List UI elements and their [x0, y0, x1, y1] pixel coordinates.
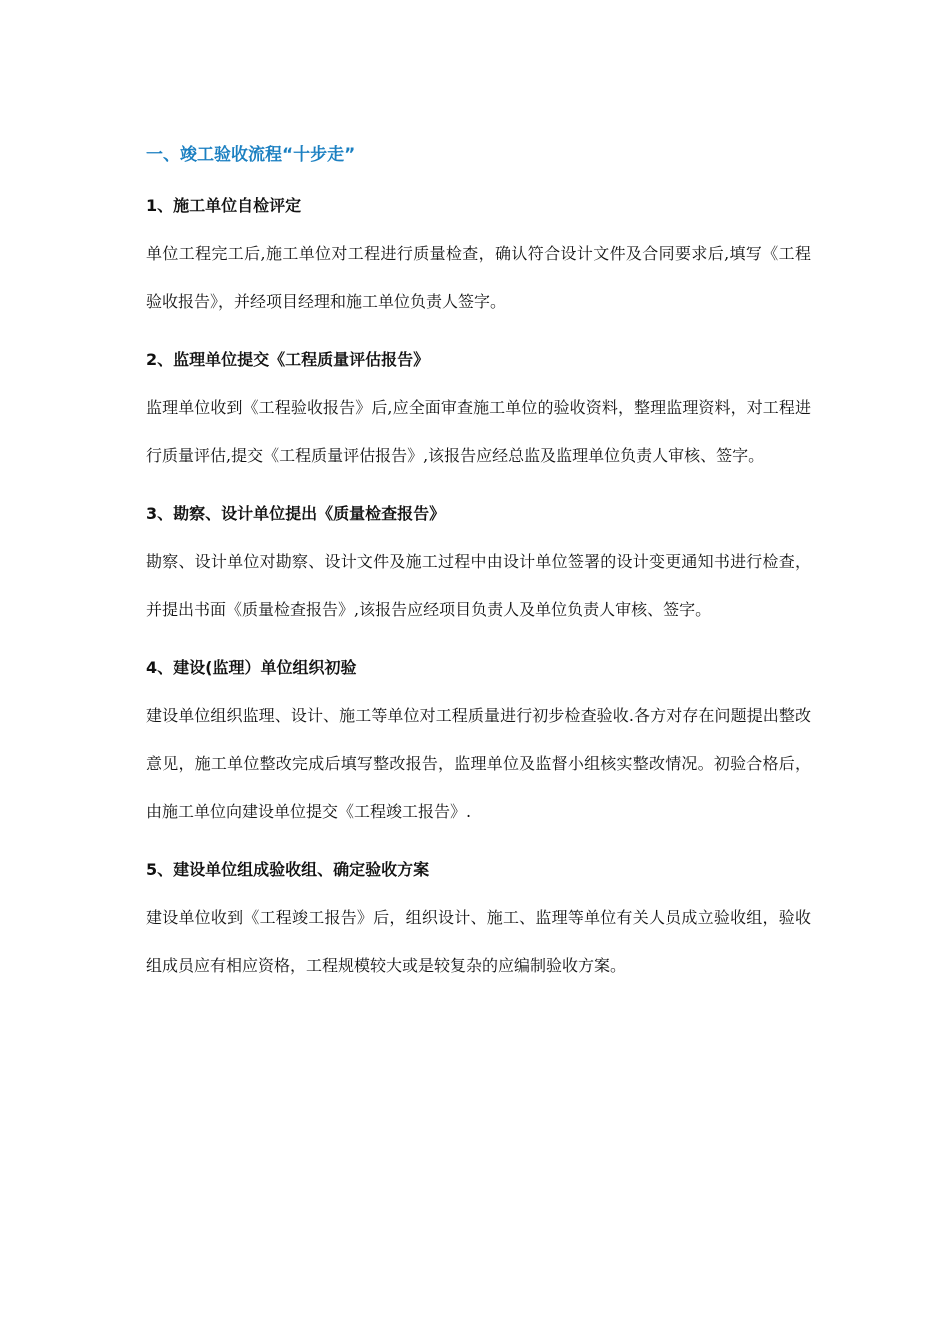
- step-heading: 1、施工单位自检评定: [146, 196, 302, 215]
- step-heading: 5、建设单位组成验收组、确定验收方案: [146, 860, 430, 879]
- document-content: [146, 140, 811, 990]
- step-body: 勘察、设计单位对勘察、设计文件及施工过程中由设计单位签署的设计变更通知书进行检查，并提出书面《质量检查报告》,该报告应经项目负责人及单位负责人审核、签字。: [146, 552, 811, 619]
- step-body: 单位工程完工后,施工单位对工程进行质量检查，确认符合设计文件及合同要求后,填写《工程验收报告》，并经项目经理和施工单位负责人签字。: [146, 244, 811, 311]
- step-heading: 2、监理单位提交《工程质量评估报告》: [146, 350, 430, 369]
- step-4: [146, 654, 811, 836]
- step-heading: 4、建设(监理）单位组织初验: [146, 658, 357, 677]
- step-2: [146, 346, 811, 480]
- step-1: [146, 192, 811, 326]
- step-body: 监理单位收到《工程验收报告》后,应全面审查施工单位的验收资料，整理监理资料，对工程进行质量评估,提交《工程质量评估报告》,该报告应经总监及监理单位负责人审核、签字。: [146, 398, 811, 465]
- section-title: 一、竣工验收流程“十步走”: [146, 145, 356, 165]
- step-heading: 3、勘察、设计单位提出《质量检查报告》: [146, 504, 446, 523]
- step-body: 建设单位收到《工程竣工报告》后，组织设计、施工、监理等单位有关人员成立验收组，验收组成员应有相应资格，工程规模较大或是较复杂的应编制验收方案。: [146, 908, 811, 975]
- step-body: 建设单位组织监理、设计、施工等单位对工程质量进行初步检查验收.各方对存在问题提出整改意见，施工单位整改完成后填写整改报告，监理单位及监督小组核实整改情况。初验合格后，由施工单位向建设单位提交《工程竣工报告》.: [146, 706, 811, 821]
- step-3: [146, 500, 811, 634]
- step-5: [146, 856, 811, 990]
